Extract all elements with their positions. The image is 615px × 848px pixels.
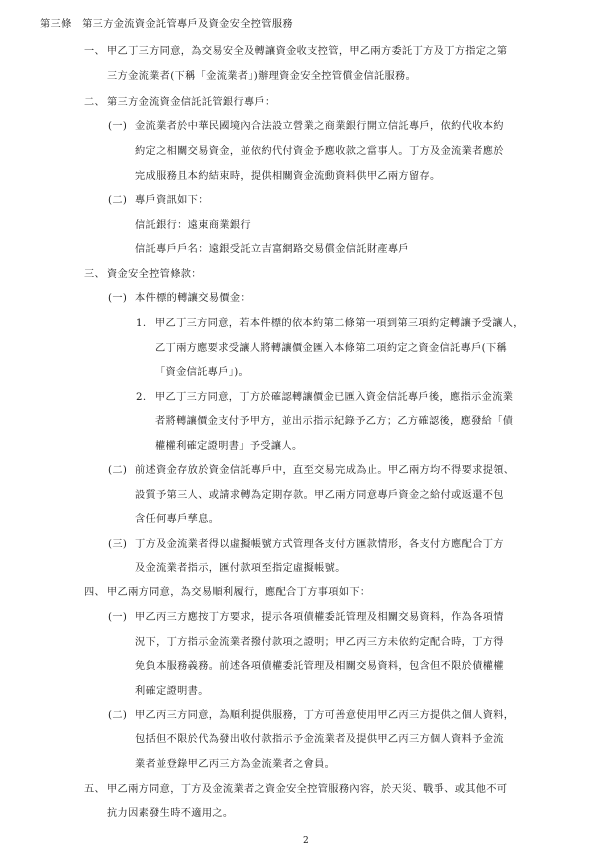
section-3-subitem-2-number: 2. — [136, 392, 147, 403]
section-4-item-2-line-3: 業者並登錄甲乙丙三方為金流業者之會員。 — [135, 759, 336, 770]
section-2-item-2-line-1: 專戶資訊如下： — [135, 195, 209, 206]
section-3-item-2-line-1: 前述資金存放於資金信託專戶中，直至交易完成為止。甲乙兩方均不得要求提領、 — [135, 465, 515, 476]
section-4-item-2-line-2: 包括但不限於代為發出收付款指示予金流業者及提供甲乙丙三方個人資料予金流 — [135, 734, 504, 745]
section-3-item-3-number: (三) — [108, 539, 128, 550]
section-2-item-2-number: (二) — [108, 195, 128, 206]
section-3-item-1-number: (一) — [108, 293, 128, 304]
section-4-heading: 甲乙兩方同意，為交易順利履行，應配合丁方事項如下： — [107, 587, 371, 598]
section-3-subitem-2-line-2: 者將轉讓價金支付予甲方，並出示指示紀錄予乙方；乙方確認後，應發給「債 — [155, 416, 514, 427]
section-2-item-1-line-1: 金流業者於中華民國境內合法設立營業之商業銀行開立信託專戶，依約代收本約 — [135, 121, 504, 132]
section-3-item-3-line-2: 及金流業者指示，匯付款項至指定虛擬帳號。 — [135, 563, 346, 574]
section-4-item-2-line-1: 甲乙丙三方同意，為順利提供服務，丁方可善意使用甲乙丙三方提供之個人資料， — [135, 710, 515, 721]
section-2-item-1-line-3: 完成服務且本約結束時，提供相關資金流動資料供甲乙兩方留存。 — [135, 171, 441, 182]
section-4-item-1-line-4: 利確定證明書。 — [135, 686, 209, 697]
section-1-line-1: 甲乙丁三方同意，為交易安全及轉讓資金收支控管，甲乙兩方委託丁方及丁方指定之第 — [107, 46, 508, 57]
section-4-item-1-number: (一) — [108, 612, 128, 623]
section-4-item-1-line-1: 甲乙丙三方應按丁方要求，提示各項債權委託管理及相關交易資料，作為各項情 — [135, 612, 504, 623]
section-3-subitem-1-line-1: 甲乙丁三方同意，若本件標的依本約第二條第一項到第三項約定轉讓予受讓人， — [155, 318, 524, 329]
trust-bank-line: 信託銀行：遠東商業銀行 — [135, 220, 251, 231]
section-3-number: 三、 — [84, 269, 106, 280]
section-2-number: 二、 — [84, 97, 106, 108]
section-3-subitem-1-number: 1. — [136, 318, 147, 329]
section-5-number: 五、 — [84, 784, 106, 795]
section-2-heading: 第三方金流資金信託託管銀行專戶： — [107, 97, 276, 108]
section-4-number: 四、 — [84, 587, 106, 598]
section-4-item-2-number: (二) — [108, 710, 128, 721]
article-title: 第三條 第三方金流資金託管專戶及資金安全控管服務 — [40, 19, 293, 30]
section-2-item-1-line-2: 約定之相關交易資金，並依約代付資金予應收款之當事人。丁方及金流業者應於 — [135, 146, 504, 157]
page-number: 2 — [303, 836, 310, 846]
section-2-item-1-number: (一) — [108, 121, 128, 132]
section-3-subitem-1-line-2: 乙丁兩方應要求受讓人將轉讓價金匯入本條第二項約定之資金信託專戶(下稱 — [155, 343, 508, 354]
section-3-item-3-line-1: 丁方及金流業者得以虛擬帳號方式管理各支付方匯款情形，各支付方應配合丁方 — [135, 539, 504, 550]
section-5-line-1: 甲乙兩方同意，丁方及金流業者之資金安全控管服務內容，於天災、戰爭、或其他不可 — [107, 784, 508, 795]
trust-account-name-line: 信託專戶戶名：遠銀受託立吉富網路交易償金信託財產專戶 — [135, 244, 409, 255]
section-3-subitem-1-line-3: 「資金信託專戶」)。 — [155, 367, 250, 378]
section-1-number: 一、 — [84, 46, 106, 57]
section-3-subitem-2-line-1: 甲乙丁三方同意，丁方於確認轉讓價金已匯入資金信託專戶後，應指示金流業 — [155, 392, 514, 403]
section-3-item-2-line-3: 含任何專戶孳息。 — [135, 514, 220, 525]
section-5-line-2: 抗力因素發生時不適用之。 — [107, 808, 234, 819]
section-1-line-2: 三方金流業者(下稱「金流業者」)辦理資金安全控管償金信託服務。 — [107, 71, 417, 82]
section-4-item-1-line-3: 免負本服務義務。前述各項債權委託管理及相關交易資料，包含但不限於債權權 — [135, 661, 504, 672]
section-3-item-2-line-2: 設質予第三人、或請求轉為定期存款。甲乙兩方同意專戶資金之給付或返還不包 — [135, 490, 504, 501]
section-3-item-2-number: (二) — [108, 465, 128, 476]
section-3-heading: 資金安全控管條款： — [107, 269, 202, 280]
section-3-subitem-2-line-3: 權權利確定證明書」予受讓人。 — [155, 441, 303, 452]
section-4-item-1-line-2: 況下，丁方指示金流業者撥付款項之證明；甲乙丙三方未依約定配合時，丁方得 — [135, 637, 504, 648]
section-3-item-1-heading: 本件標的轉讓交易價金： — [135, 293, 251, 304]
